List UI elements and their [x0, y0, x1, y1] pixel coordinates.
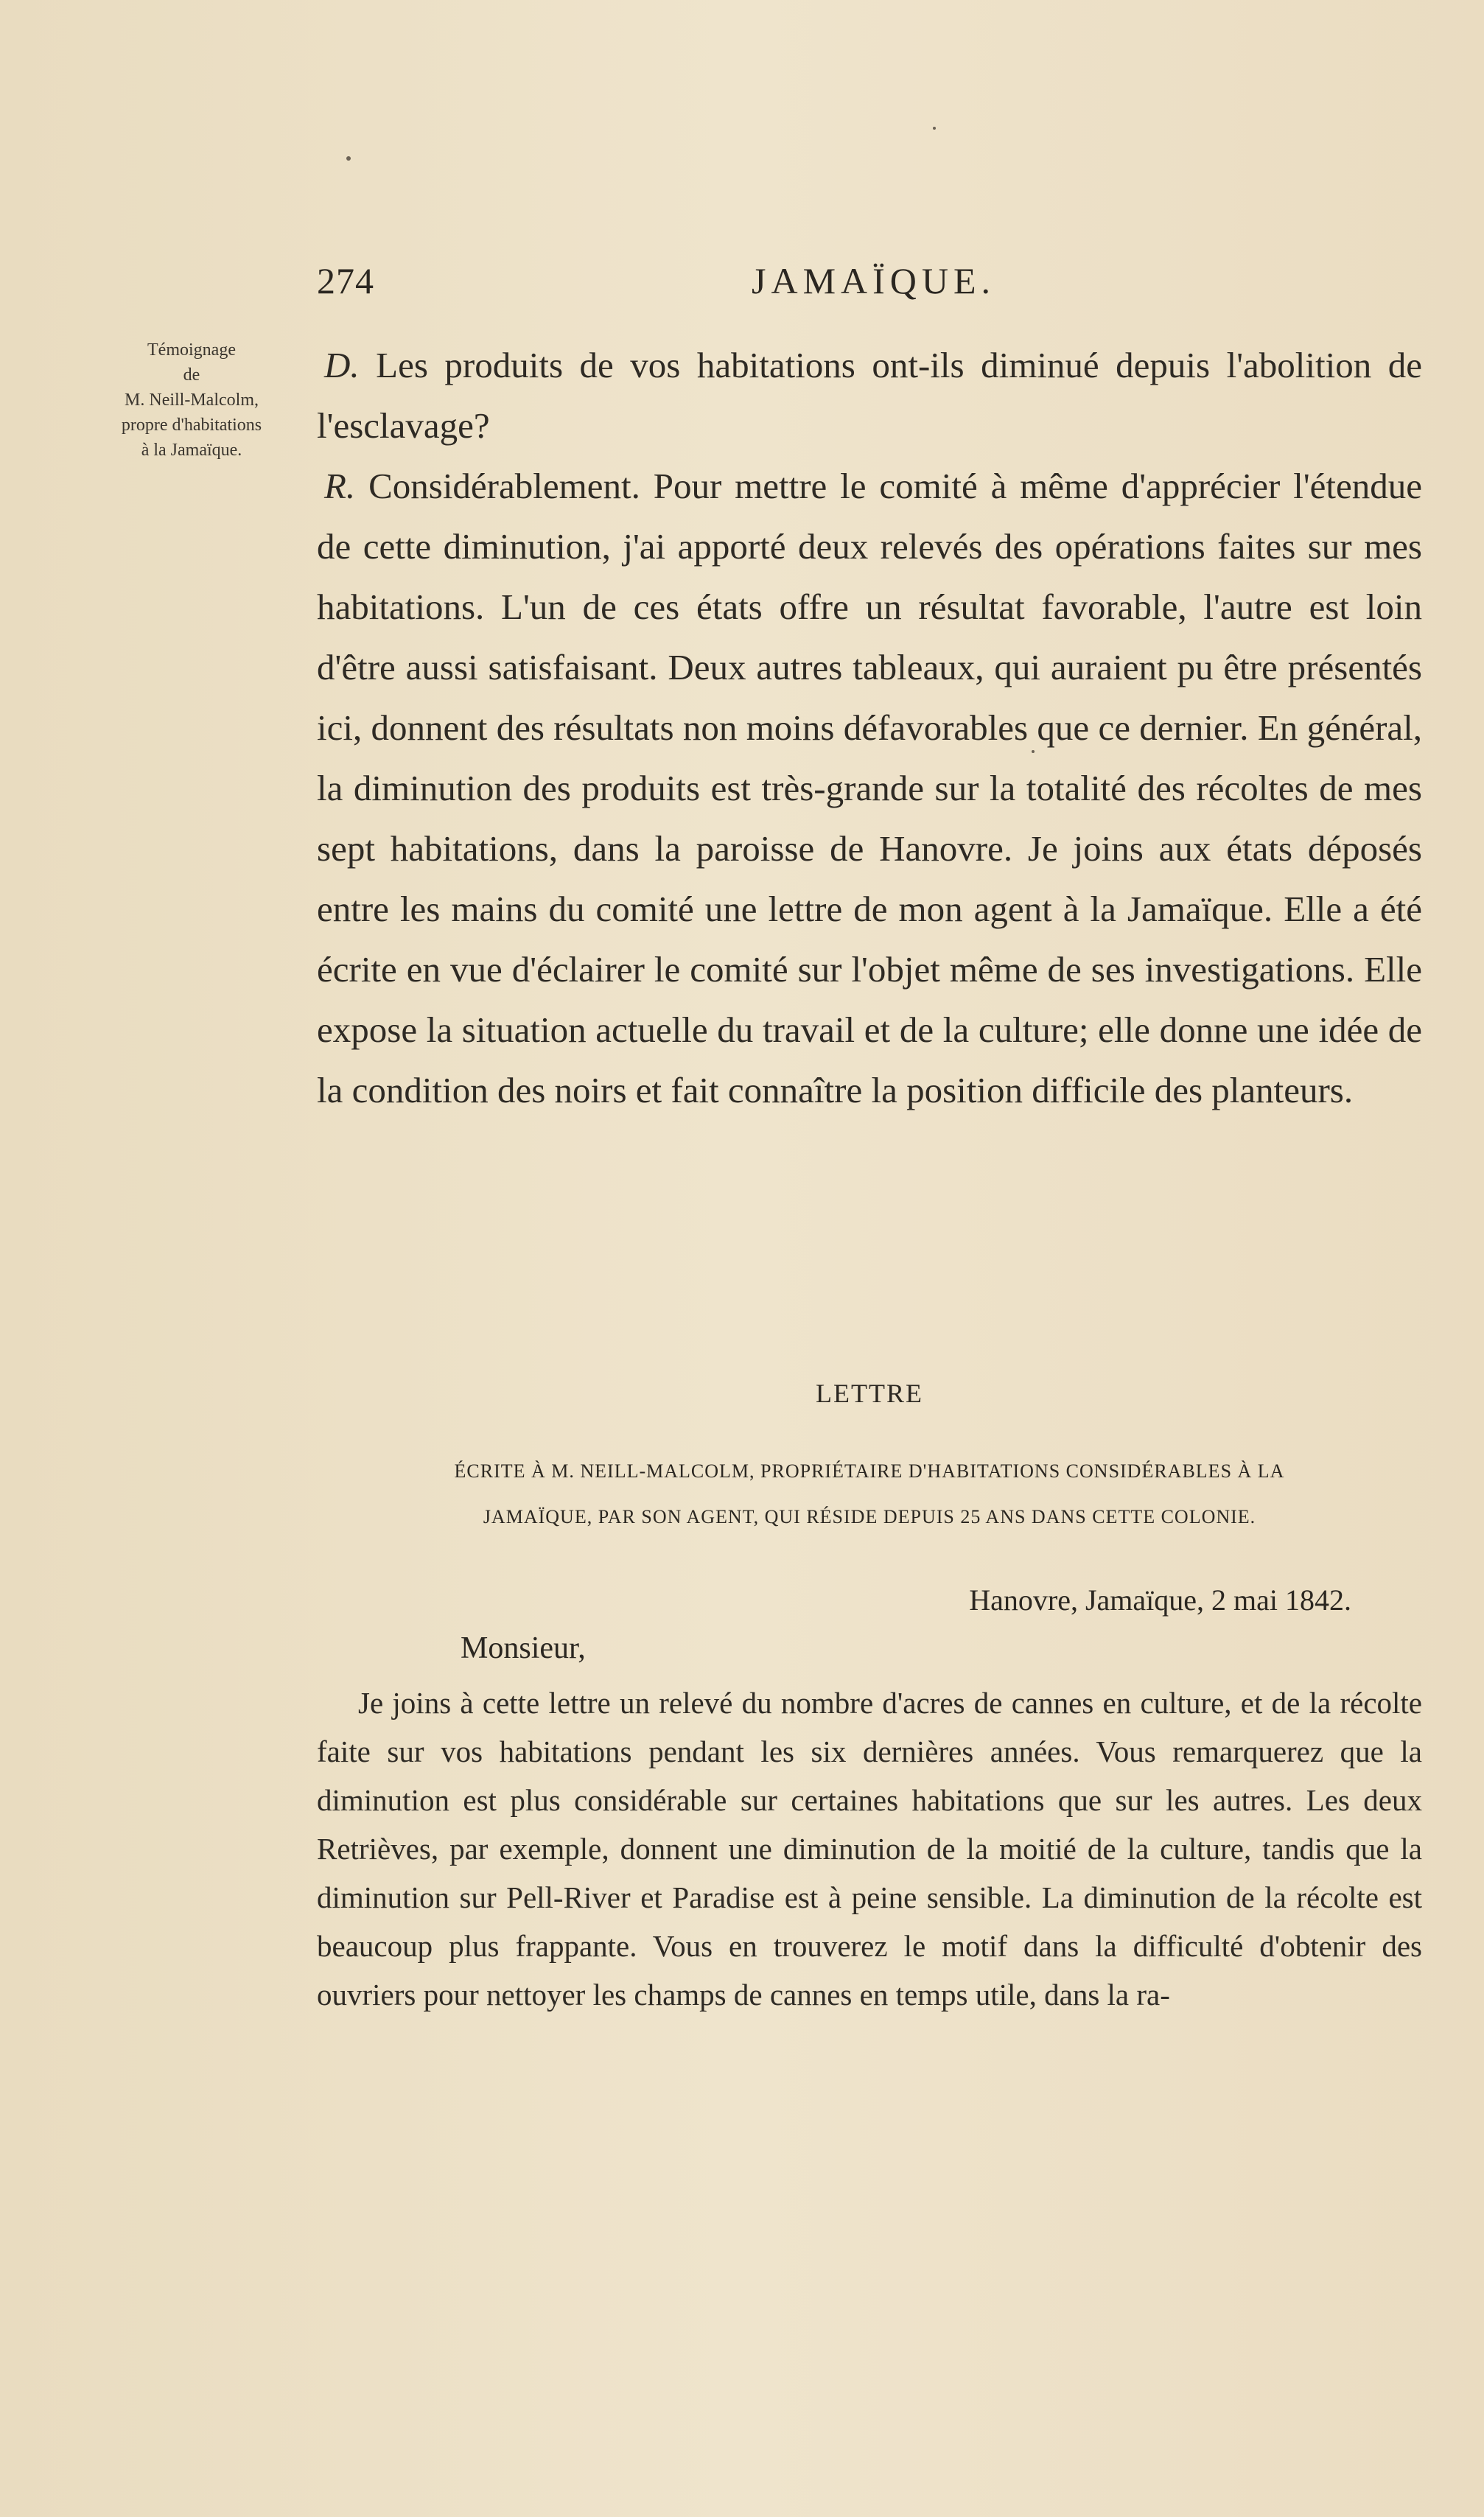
letter-dateline: Hanovre, Jamaïque, 2 mai 1842.	[969, 1583, 1351, 1617]
answer-text: Considérablement. Pour mettre le comité à même d'apprécier l'étendue de cette diminution, j'ai apporté deux relevés des opérations faites sur mes habitations. L'un de ces états offre un résultat favorable, l'autre est loin d'être aussi satisfaisant. Deux autres tableaux, qui auraient pu être présentés ici, donnent des résultats non moins défavorables que ce dernier. En général, la diminution des produits est très-grande sur la totalité des récoltes de mes sept habitations, dans la paroisse de Hanovre. Je joins aux états déposés entre les mains du comité une lettre de mon agent à la Jamaïque. Elle a été écrite en vue d'éclairer le comité sur l'objet même de ses investigations. Elle expose la situation actuelle du travail et de la culture; elle donne une idée de la condition des noirs et fait connaître la position difficile des planteurs.	[317, 466, 1423, 1110]
margin-note-line: M. Neill-Malcolm,	[125, 391, 259, 410]
answer-paragraph	[317, 456, 1422, 1121]
testimony-dialogue	[317, 335, 1422, 1121]
letter-subtitle-line: JAMAÏQUE, PAR SON AGENT, QUI RÉSIDE DEPUIS 25 ANS DANS CETTE COLONIE.	[483, 1506, 1256, 1527]
page-number: 274	[317, 260, 374, 301]
margin-note-line: à la Jamaïque.	[141, 441, 242, 460]
letter-paragraph: Je joins à cette lettre un relevé du nombre d'acres de cannes en culture, et de la récolte faite sur vos habitations pendant les six dernières années. Vous remarquerez que la diminution est plus considérable sur certaines habitations que sur les autres. Les deux Retrièves, par exemple, donnent une diminution de la moitié de la culture, tandis que la diminution sur Pell-River et Paradise est à peine sensible. La diminution de la récolte est beaucoup plus frappante. Vous en trouverez le motif dans la difficulté d'obtenir des ouvriers pour nettoyer les champs de cannes en temps utile, dans la ra-	[317, 1686, 1422, 2012]
margin-note	[81, 337, 302, 463]
margin-note-line: de	[183, 365, 200, 385]
running-head	[317, 259, 1437, 311]
letter-subtitle-line: ÉCRITE À M. NEILL-MALCOLM, PROPRIÉTAIRE D'HABITATIONS CONSIDÉRABLES À LA	[454, 1460, 1285, 1482]
question-paragraph	[317, 335, 1422, 456]
letter-salutation: Monsieur,	[461, 1631, 586, 1665]
paper-speck	[933, 127, 936, 130]
answer-label: R.	[324, 466, 356, 506]
question-label: D.	[324, 345, 360, 385]
margin-note-line: propre d'habitations	[121, 416, 262, 435]
running-title: JAMAÏQUE.	[752, 260, 996, 301]
letter-body	[317, 1678, 1422, 2019]
question-text: Les produits de vos habitations ont-ils diminué depuis l'abolition de l'esclavage?	[317, 345, 1423, 446]
letter-title: LETTRE	[816, 1379, 923, 1408]
paper-speck	[346, 156, 351, 161]
margin-note-line: Témoignage	[147, 340, 236, 360]
letter-subtitle	[317, 1449, 1422, 1540]
